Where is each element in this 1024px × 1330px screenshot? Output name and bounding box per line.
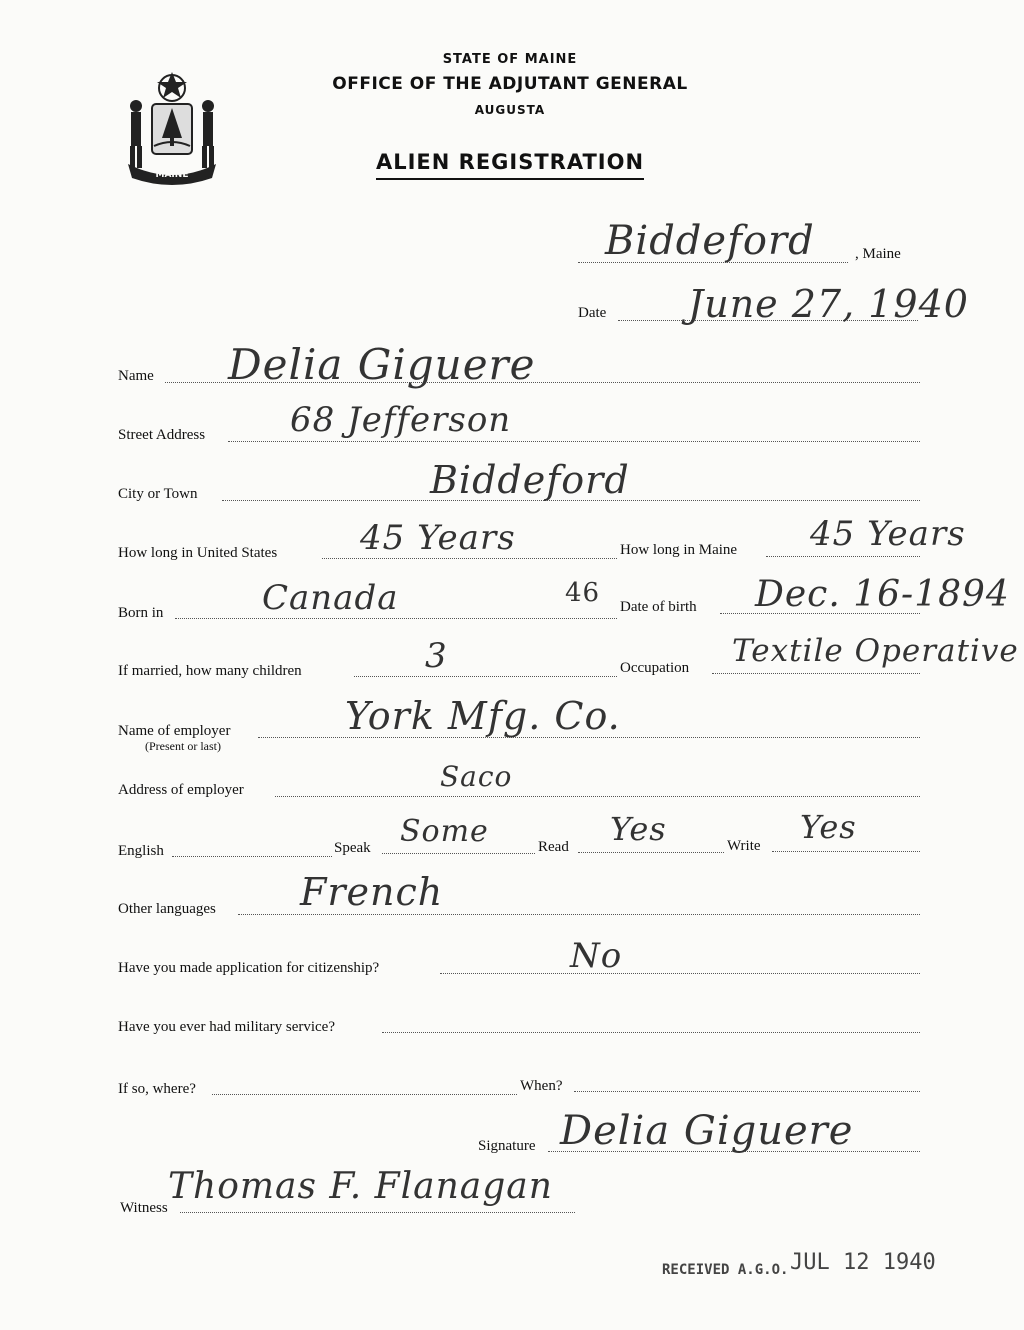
children-value: 3: [425, 636, 448, 676]
employer-note: (Present or last): [145, 739, 221, 753]
read-value: Yes: [610, 810, 667, 848]
military-label: Have you ever had military service?: [118, 1019, 335, 1035]
town-value: Biddeford: [605, 218, 815, 264]
date-label: Date: [578, 305, 607, 321]
us-value: 45 Years: [360, 518, 516, 558]
received-stamp-date: JUL 12 1940: [790, 1250, 936, 1275]
employer-address-label: Address of employer: [118, 782, 244, 798]
born-label: Born in: [118, 605, 164, 621]
signature-value: Delia Giguere: [560, 1108, 854, 1154]
read-label: Read: [538, 839, 569, 855]
city-value: Biddeford: [430, 458, 630, 502]
street-value: 68 Jefferson: [290, 400, 512, 440]
name-label: Name: [118, 368, 154, 384]
dob-value: Dec. 16-1894: [755, 574, 1010, 615]
employer-address-value: Saco: [440, 760, 513, 793]
occupation-value: Textile Operative: [732, 633, 1019, 669]
english-label: English: [118, 843, 164, 859]
other-languages-label: Other languages: [118, 901, 216, 917]
write-value: Yes: [800, 808, 857, 846]
employer-value: York Mfg. Co.: [345, 694, 621, 738]
speak-label: Speak: [334, 840, 371, 856]
maine-label: , Maine: [855, 246, 901, 262]
born-value: Canada: [262, 578, 399, 618]
name-value: Delia Giguere: [228, 340, 536, 389]
citizenship-label: Have you made application for citizenship?: [118, 960, 380, 976]
children-label: If married, how many children: [118, 663, 302, 679]
citizenship-value: No: [570, 936, 623, 976]
dob-label: Date of birth: [620, 599, 697, 615]
us-label: How long in United States: [118, 545, 278, 561]
city-label: City or Town: [118, 486, 198, 502]
state-heading: STATE OF MAINE: [442, 52, 578, 67]
write-label: Write: [727, 838, 761, 854]
witness-label: Witness: [120, 1200, 168, 1216]
state-seal-icon: [118, 68, 226, 186]
speak-value: Some: [400, 814, 489, 849]
maine-duration-value: 45 Years: [810, 514, 966, 554]
where-label: If so, where?: [118, 1081, 196, 1097]
signature-label: Signature: [478, 1138, 536, 1154]
received-stamp-prefix: RECEIVED A.G.O.: [662, 1262, 789, 1278]
office-heading: OFFICE OF THE ADJUTANT GENERAL: [332, 74, 688, 94]
witness-value: Thomas F. Flanagan: [168, 1166, 553, 1207]
maine-duration-label: How long in Maine: [620, 542, 738, 558]
date-value: June 27, 1940: [688, 282, 969, 326]
street-label: Street Address: [118, 427, 206, 443]
age-value: 46: [565, 578, 601, 608]
other-languages-value: French: [300, 870, 444, 914]
seal-text: MAINE: [155, 170, 189, 180]
occupation-label: Occupation: [620, 660, 690, 676]
form-title: ALIEN REGISTRATION: [300, 150, 720, 174]
employer-label: Name of employer: [118, 723, 231, 739]
city-heading: AUGUSTA: [474, 103, 546, 117]
when-label: When?: [520, 1078, 563, 1094]
